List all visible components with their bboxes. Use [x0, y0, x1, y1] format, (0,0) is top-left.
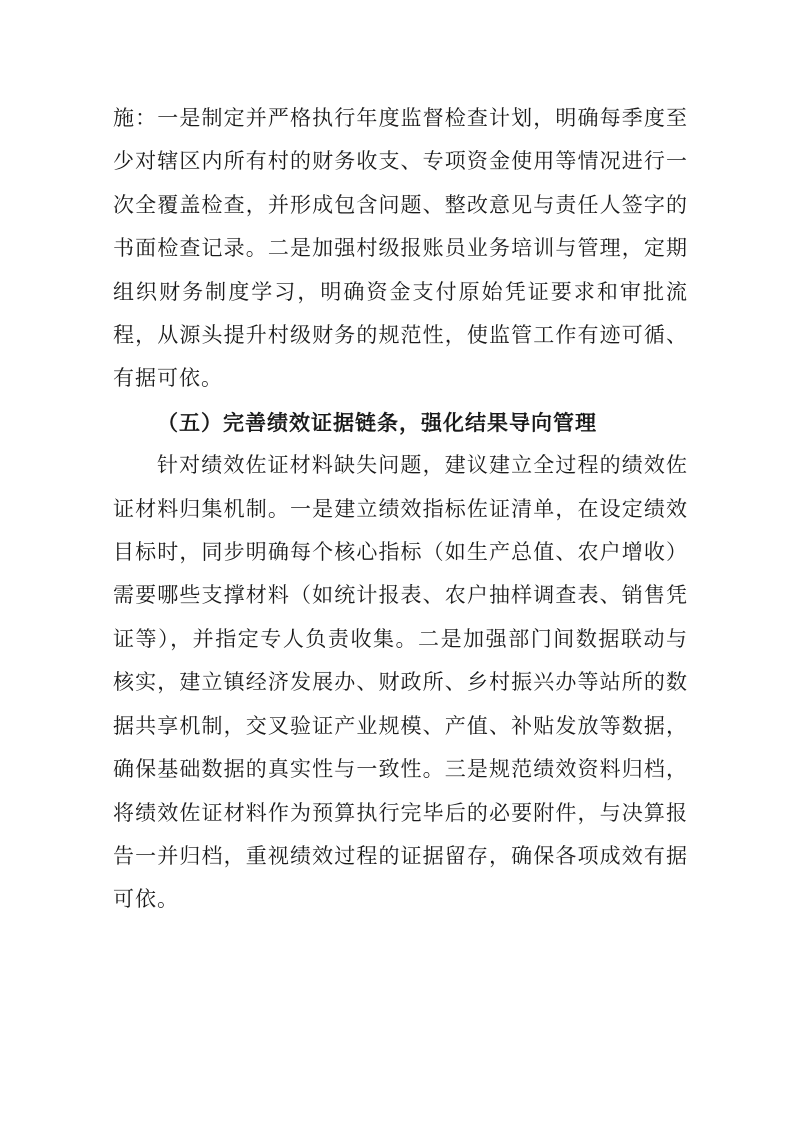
- text-line: 将绩效佐证材料作为预算执行完毕后的必要附件，与决算报: [113, 800, 688, 825]
- paragraph-performance-evidence: [113, 444, 688, 921]
- text-line: 少对辖区内所有村的财务收支、专项资金使用等情况进行一: [113, 149, 688, 174]
- text-line: 证等），并指定专人负责收集。二是加强部门间数据联动与: [113, 626, 688, 651]
- text-line: 次全覆盖检查，并形成包含问题、整改意见与责任人签字的: [113, 192, 688, 217]
- text-line: 核实，建立镇经济发展办、财政所、乡村振兴办等站所的数: [113, 670, 688, 695]
- text-line: 需要哪些支撑材料（如统计报表、农户抽样调查表、销售凭: [113, 583, 688, 608]
- text-line: 确保基础数据的真实性与一致性。三是规范绩效资料归档，: [113, 757, 688, 782]
- text-line: 组织财务制度学习，明确资金支付原始凭证要求和审批流: [113, 279, 688, 304]
- paragraph-village-finance-supervision: [113, 97, 688, 401]
- text-line: 可依。: [113, 887, 179, 912]
- text-line: 据共享机制，交叉验证产业规模、产值、补贴发放等数据，: [113, 713, 688, 738]
- text-line: 有据可依。: [113, 366, 223, 391]
- text-line: 针对绩效佐证材料缺失问题，建议建立全过程的绩效佐: [157, 453, 688, 478]
- text-line: 目标时，同步明确每个核心指标（如生产总值、农户增收）: [113, 540, 688, 565]
- text-line: 证材料归集机制。一是建立绩效指标佐证清单，在设定绩效: [113, 496, 688, 521]
- text-line: 程，从源头提升村级财务的规范性，使监管工作有迹可循、: [113, 323, 688, 348]
- text-line: 告一并归档，重视绩效过程的证据留存，确保各项成效有据: [113, 843, 688, 868]
- section-heading-text: （五）完善绩效证据链条，强化结果导向管理: [157, 409, 597, 435]
- text-line: 施：一是制定并严格执行年度监督检查计划，明确每季度至: [113, 106, 688, 130]
- section-heading-five: [113, 401, 688, 444]
- document-body: [113, 97, 688, 922]
- text-line: 书面检查记录。二是加强村级报账员业务培训与管理，定期: [113, 236, 688, 261]
